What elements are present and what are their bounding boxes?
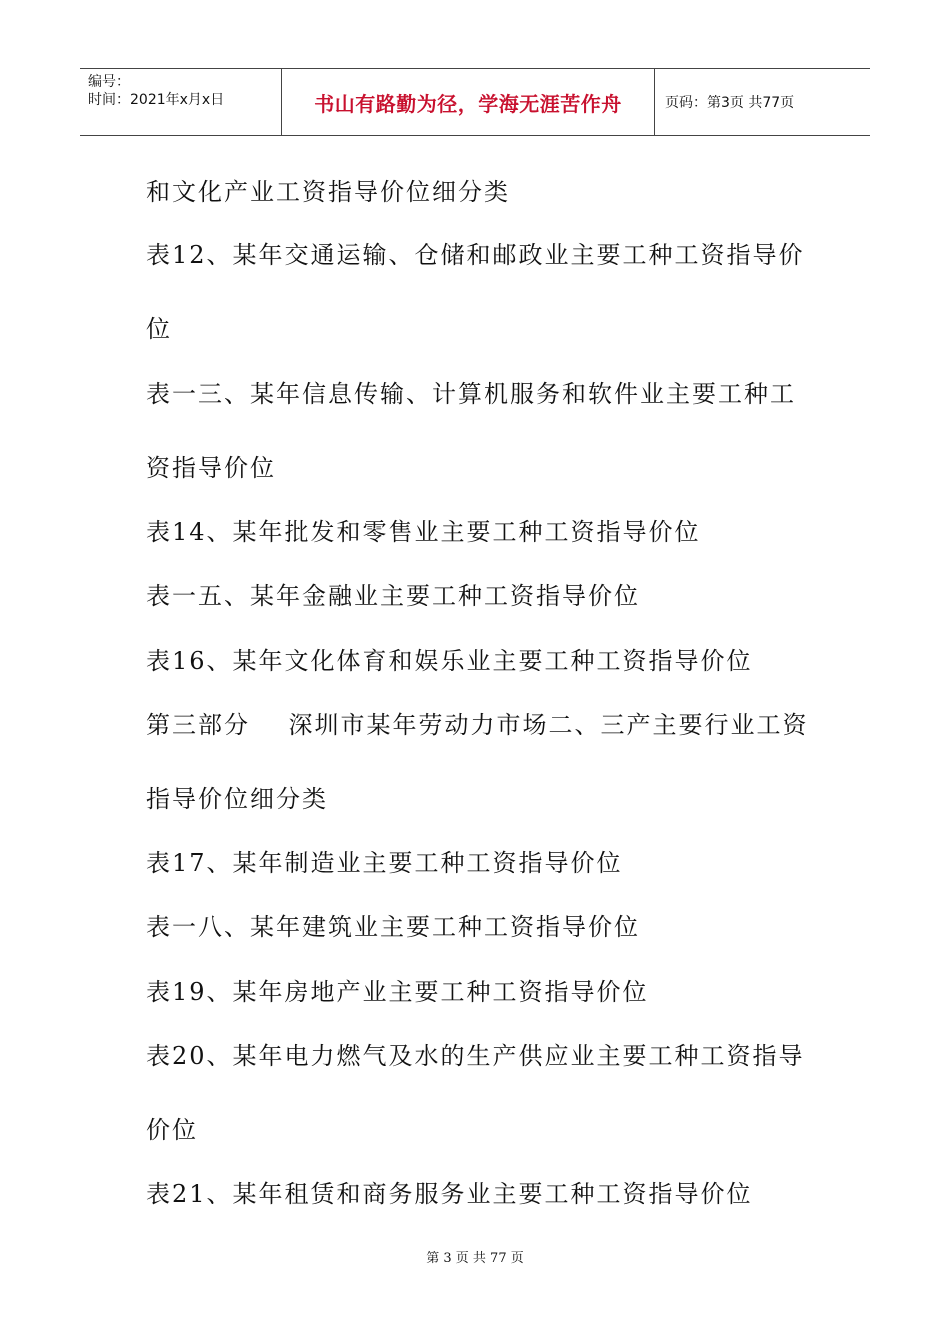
body-line: 资指导价位: [146, 454, 276, 482]
body-line: 表一三、某年信息传输、计算机服务和软件业主要工种工: [146, 380, 796, 408]
body-line: 表一五、某年金融业主要工种工资指导价位: [146, 582, 640, 610]
header-motto: 书山有路勤为径，学海无涯苦作舟: [282, 69, 655, 135]
header-page-info: 页码：第3页 共77页: [665, 95, 795, 111]
body-line: 第三部分 深圳市某年劳动力市场二、三产主要行业工资: [146, 711, 809, 739]
body-line: 表19、某年房地产业主要工种工资指导价位: [146, 978, 649, 1006]
page-footer: 第 3 页 共 77 页: [426, 1251, 524, 1266]
body-line: 表20、某年电力燃气及水的生产供应业主要工种工资指导: [146, 1042, 805, 1070]
body-line: 价位: [146, 1116, 198, 1144]
document-number-label: 编号：: [88, 74, 130, 90]
header-meta: [80, 69, 282, 135]
body-line: 位: [146, 315, 172, 343]
body-line: 表14、某年批发和零售业主要工种工资指导价位: [146, 518, 701, 546]
body-line: 表21、某年租赁和商务服务业主要工种工资指导价位: [146, 1180, 753, 1208]
body-line: 表12、某年交通运输、仓储和邮政业主要工种工资指导价: [146, 241, 805, 269]
document-header: [80, 68, 870, 136]
body-line: 指导价位细分类: [146, 785, 328, 813]
body-line: 表16、某年文化体育和娱乐业主要工种工资指导价位: [146, 647, 753, 675]
body-line: 表一八、某年建筑业主要工种工资指导价位: [146, 913, 640, 941]
document-time: 时间：2021年x月x日: [88, 92, 225, 108]
body-line: 和文化产业工资指导价位细分类: [146, 178, 510, 206]
body-line: 表17、某年制造业主要工种工资指导价位: [146, 849, 623, 877]
